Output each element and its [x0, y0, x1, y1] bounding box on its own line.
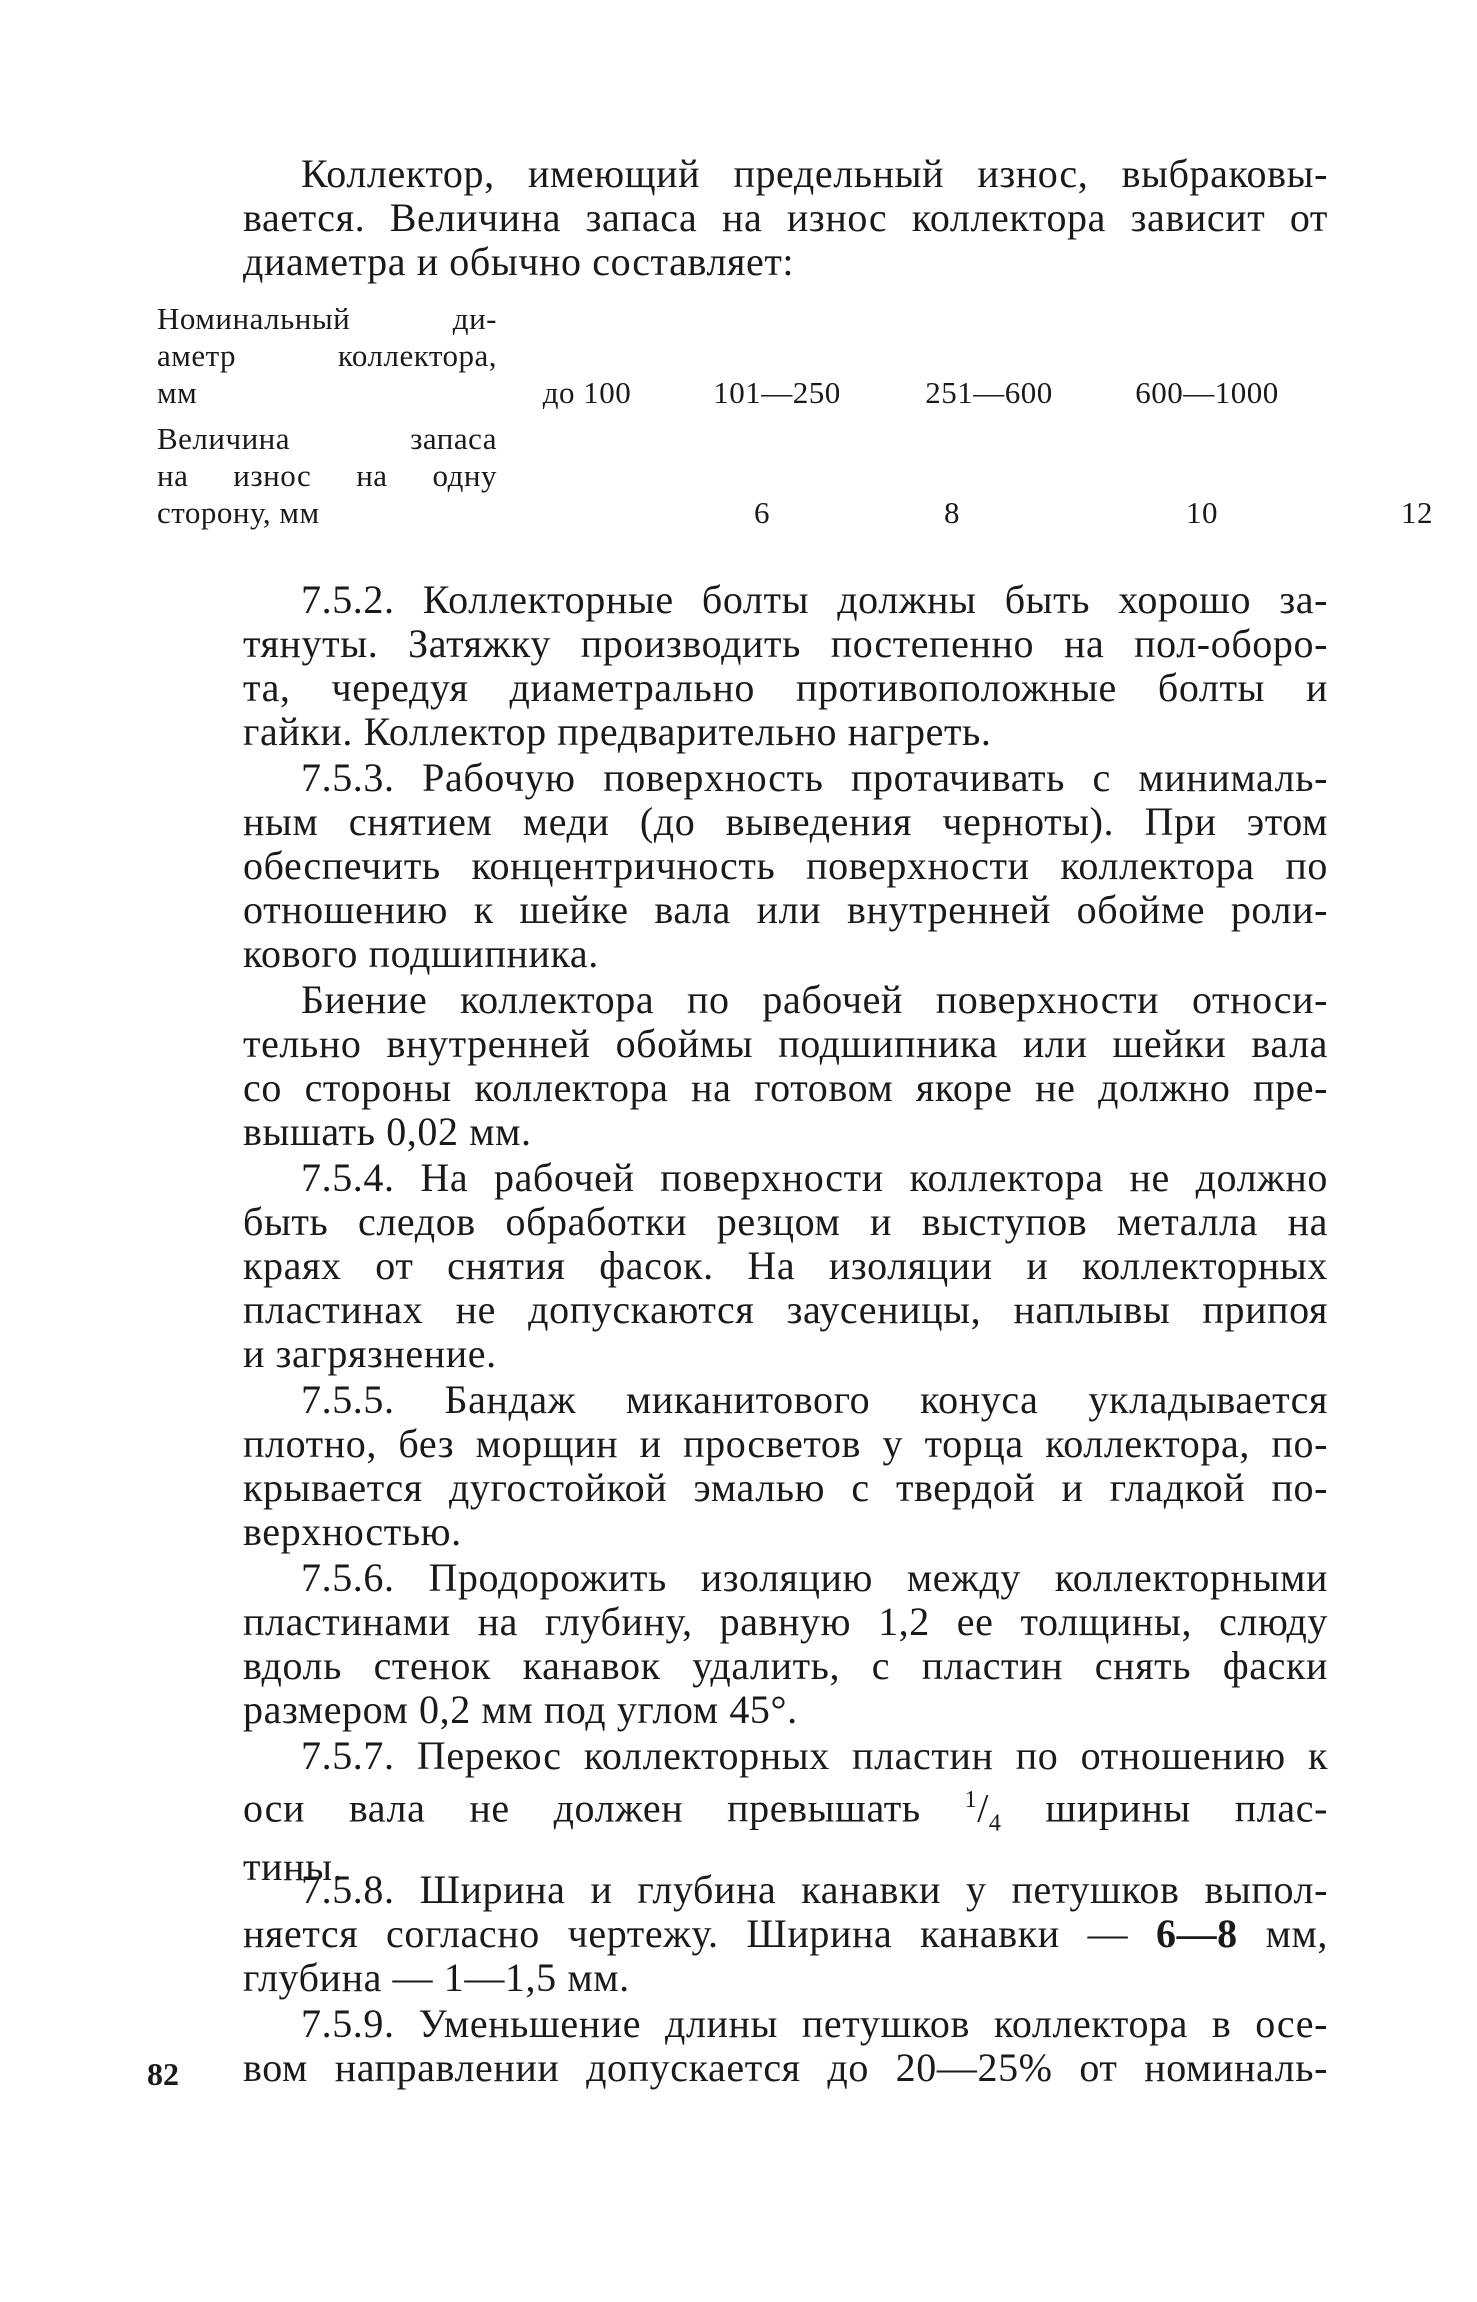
- text-fragment: оси вала не должен превышать: [243, 1785, 965, 1831]
- text-line: плотно, без морщин и просветов у торца коллектора, по-: [243, 1421, 1328, 1466]
- text-line: диаметра и обычно составляет:: [243, 239, 795, 284]
- text-line: 7.5.3. Рабочую поверхность протачивать с минималь-: [301, 755, 1328, 800]
- table-cell: 600—1000: [1135, 375, 1279, 410]
- text-line: 7.5.2. Коллекторные болты должны быть хорошо за-: [301, 577, 1328, 622]
- text-line: 7.5.9. Уменьшение длины петушков коллектора в осе-: [301, 2001, 1328, 2046]
- text-line: и загрязнение.: [243, 1331, 497, 1376]
- paragraph-7-5-6: [243, 1556, 1328, 1732]
- text-line: та, чередуя диаметрально противоположные болты и: [243, 665, 1328, 710]
- table-cell: 10: [1186, 495, 1218, 530]
- label-line: Номинальный ди-: [157, 301, 497, 336]
- table-cell: 6: [754, 495, 770, 530]
- table-cell: 12: [1401, 495, 1433, 530]
- text-line: глубина — 1—1,5 мм.: [243, 1955, 630, 2000]
- text-line: тянуты. Затяжку производить постепенно на пол-оборо-: [243, 621, 1328, 666]
- text-line: 7.5.5. Бандаж миканитового конуса укладывается: [301, 1377, 1328, 1422]
- bold-fragment: 6—8: [1155, 1911, 1238, 1956]
- table-cell: 251—600: [925, 375, 1053, 410]
- text-fragment: мм,: [1237, 1911, 1329, 1956]
- text-line: тины.: [243, 1844, 344, 1890]
- intro-paragraph: [243, 152, 1328, 284]
- text-line: 7.5.6. Продорожить изоляцию между коллекторными: [301, 1555, 1328, 1600]
- table-cell: 101—250: [713, 375, 841, 410]
- paragraph-7-5-4: [243, 1156, 1328, 1376]
- label-line: сторону, мм: [157, 495, 320, 530]
- text-line: 7.5.7. Перекос коллекторных пластин по отношению к: [301, 1733, 1328, 1778]
- text-line: верхностью.: [243, 1509, 462, 1554]
- text-line: тельно внутренней обоймы подшипника или шейки вала: [243, 1021, 1328, 1066]
- text-line: вышать 0,02 мм.: [243, 1109, 532, 1154]
- page-number: 82: [147, 2056, 179, 2092]
- text-line: быть следов обработки резцом и выступов металла на: [243, 1199, 1328, 1244]
- text-line: пластинах не допускаются заусеницы, наплывы припоя: [243, 1287, 1328, 1332]
- paragraph-7-5-2: [243, 578, 1328, 754]
- label-line: мм: [157, 375, 198, 410]
- text-line: 7.5.8. Ширина и глубина канавки у петушков выпол-: [301, 1867, 1328, 1912]
- table-cell: 8: [944, 495, 960, 530]
- text-line: Биение коллектора по рабочей поверхности относи-: [301, 977, 1328, 1022]
- paragraph-7-5-5: [243, 1378, 1328, 1554]
- text-line: гайки. Коллектор предварительно нагреть.: [243, 709, 992, 754]
- text-line: обеспечить концентричность поверхности коллектора по: [243, 843, 1328, 888]
- text-line: крывается дугостойкой эмалью с твердой и гладкой по-: [243, 1465, 1328, 1510]
- text-fragment: няется согласно чертежу. Ширина канавки —: [243, 1911, 1156, 1956]
- paragraph-runout: [243, 978, 1328, 1154]
- fraction-numerator: 1: [964, 1787, 978, 1813]
- paragraph-7-5-9: [243, 2002, 1328, 2090]
- paragraph-7-5-3: [243, 756, 1328, 976]
- label-line: аметр коллектора,: [157, 338, 497, 373]
- text-line: вдоль стенок канавок удалить, с пластин снять фаски: [243, 1643, 1328, 1688]
- text-line: вом направлении допускается до 20—25% от номиналь-: [243, 2045, 1328, 2090]
- row-label-wear-allowance: [157, 420, 497, 531]
- label-line: на износ на одну: [157, 458, 497, 493]
- text-line: Коллектор, имеющий предельный износ, выбраковы-: [301, 151, 1328, 196]
- wear-allowance-table: [157, 300, 1433, 540]
- text-line: краях от снятия фасок. На изоляции и коллекторных: [243, 1243, 1328, 1288]
- text-line: пластинами на глубину, равную 1,2 ее толщины, слюду: [243, 1599, 1328, 1644]
- text-fragment: ширины плас-: [1001, 1785, 1328, 1831]
- text-line: кового подшипника.: [243, 931, 599, 976]
- fraction-denominator: 4: [988, 1810, 1002, 1837]
- text-line: со стороны коллектора на готовом якоре не должно пре-: [243, 1065, 1328, 1110]
- table-row: [157, 420, 1433, 540]
- text-line: оси вала не должен превышать $^1/_4$ ширины плас-: [243, 1785, 1328, 1837]
- paragraph-7-5-8: [243, 1868, 1328, 2000]
- text-line: 7.5.4. На рабочей поверхности коллектора не должно: [301, 1155, 1328, 1200]
- table-cell: до 100: [542, 375, 632, 410]
- label-line: Величина запаса: [157, 421, 497, 456]
- text-line: размером 0,2 мм под углом 45°.: [243, 1687, 798, 1732]
- text-line: ным снятием меди (до выведения черноты). При этом: [243, 799, 1328, 844]
- table-row: [157, 300, 1297, 420]
- text-line: вается. Величина запаса на износ коллектора зависит от: [243, 195, 1328, 240]
- row-label-nominal-diameter: [157, 300, 497, 411]
- text-line: [243, 1912, 1328, 1956]
- text-line: отношению к шейке вала или внутренней обойме роли-: [243, 887, 1328, 932]
